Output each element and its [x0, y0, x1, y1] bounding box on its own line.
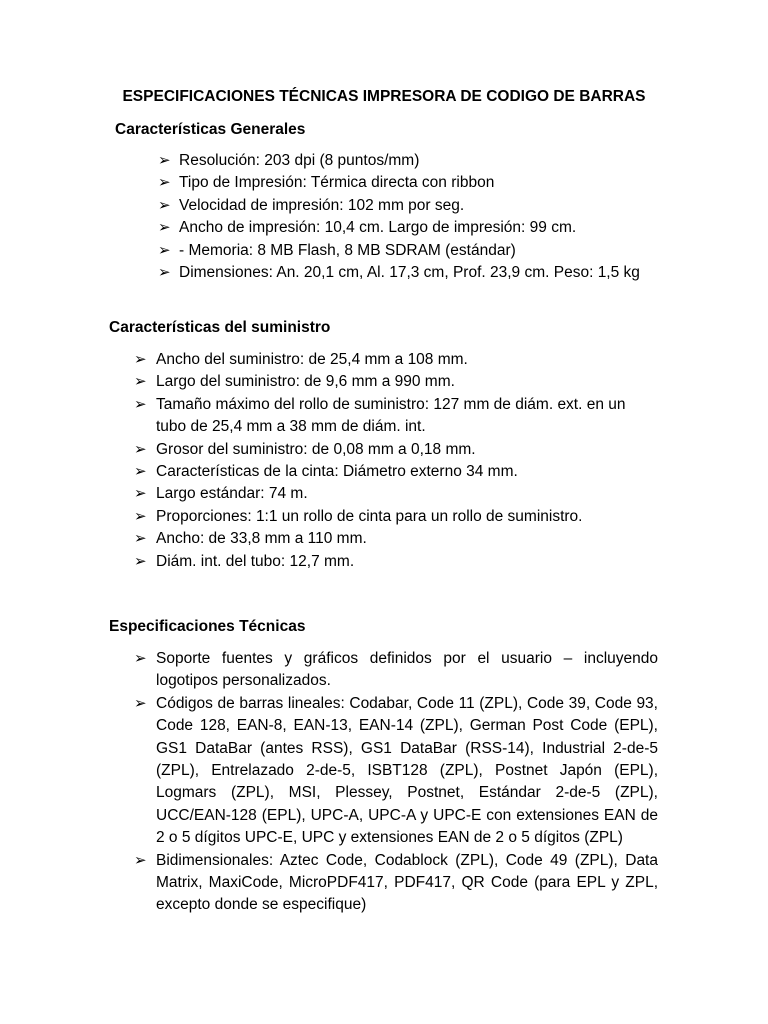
arrow-bullet-icon: ➢ — [158, 174, 171, 192]
list-caracteristicas-generales — [158, 150, 643, 284]
arrow-bullet-icon: ➢ — [158, 152, 171, 169]
list-item: ➢ Dimensiones: An. 20,1 cm, Al. 17,3 cm, Prof. 23,9 cm. Peso: 1,5 kg — [158, 262, 643, 284]
list-item: ➢ Ancho del suministro: de 25,4 mm a 108 mm. — [134, 349, 644, 371]
list-item: ➢ Largo del suministro: de 9,6 mm a 990 mm. — [134, 371, 644, 393]
section-heading-caracteristicas-suministro: Características del suministro — [109, 319, 331, 336]
list-item: ➢ Proporciones: 1:1 un rollo de cinta para un rollo de suministro. — [134, 506, 644, 528]
arrow-bullet-icon: ➢ — [158, 219, 171, 237]
arrow-bullet-icon: ➢ — [134, 463, 147, 481]
list-item: ➢ Ancho: de 33,8 mm a 110 mm. — [134, 528, 644, 550]
arrow-bullet-icon: ➢ — [134, 373, 147, 391]
section-heading-caracteristicas-generales: Características Generales — [115, 121, 306, 138]
list-item: ➢ Tipo de Impresión: Térmica directa con ribbon — [158, 172, 643, 194]
list-item: ➢ Diám. int. del tubo: 12,7 mm. — [134, 551, 644, 573]
list-item: ➢ Velocidad de impresión: 102 mm por seg. — [158, 195, 643, 217]
arrow-bullet-icon: ➢ — [158, 196, 171, 214]
list-item: ➢ Resolución: 203 dpi (8 puntos/mm) — [158, 150, 643, 172]
list-item: ➢ Soporte fuentes y gráficos definidos por el usuario – incluyendo logotipos personalizados. — [134, 650, 658, 690]
arrow-bullet-icon: ➢ — [158, 264, 171, 282]
arrow-bullet-icon: ➢ — [134, 851, 147, 869]
arrow-bullet-icon: ➢ — [158, 241, 171, 259]
arrow-bullet-icon: ➢ — [134, 351, 147, 368]
arrow-bullet-icon: ➢ — [134, 507, 147, 525]
document-title: ESPECIFICACIONES TÉCNICAS IMPRESORA DE CODIGO DE BARRAS — [122, 88, 646, 105]
list-item: ➢ Características de la cinta: Diámetro externo 34 mm. — [134, 461, 644, 483]
list-item: ➢ Grosor del suministro: de 0,08 mm a 0,18 mm. — [134, 439, 644, 461]
arrow-bullet-icon: ➢ — [134, 650, 147, 667]
list-item: ➢ Tamaño máximo del rollo de suministro: 127 mm de diám. ext. en un tubo de 25,4 mm a 38 mm de diám. int. — [134, 395, 626, 436]
arrow-bullet-icon: ➢ — [134, 395, 147, 413]
arrow-bullet-icon: ➢ — [134, 485, 147, 503]
list-especificaciones-tecnicas — [134, 648, 658, 917]
list-item: ➢ - Memoria: 8 MB Flash, 8 MB SDRAM (estándar) — [158, 240, 643, 262]
list-caracteristicas-suministro — [134, 349, 644, 573]
arrow-bullet-icon: ➢ — [134, 552, 147, 570]
list-item: ➢ Ancho de impresión: 10,4 cm. Largo de impresión: 99 cm. — [158, 217, 643, 239]
arrow-bullet-icon: ➢ — [134, 440, 147, 458]
list-item: ➢ Códigos de barras lineales: Codabar, Code 11 (ZPL), Code 39, Code 93, Code 128, EAN-8, EAN-13, EAN-14 (ZPL), German Post Code (EPL), GS1 DataBar (antes RSS), GS1 DataBar (RSS-14), Industrial 2-de-5 (ZPL), Entrelazado 2-de-5, ISBT128 (ZPL), Postnet Japón (EPL), Logmars (ZPL), MSI, Plessey, Postnet, Estándar 2-de-5 (ZPL), UCC/EAN-128 (EPL), UPC-A, UPC-A y UPC-E con extensiones EAN de 2 o 5 dígitos UPC-E, UPC y extensiones EAN de 2 o 5 dígitos (ZPL) — [134, 694, 658, 847]
arrow-bullet-icon: ➢ — [134, 694, 147, 712]
list-item: ➢ Largo estándar: 74 m. — [134, 483, 644, 505]
section-heading-especificaciones-tecnicas: Especificaciones Técnicas — [109, 618, 306, 635]
arrow-bullet-icon: ➢ — [134, 530, 147, 548]
list-item: ➢ Bidimensionales: Aztec Code, Codablock (ZPL), Code 49 (ZPL), Data Matrix, MaxiCode, MicroPDF417, PDF417, QR Code (para EPL y ZPL, excepto donde se especifique) — [134, 851, 658, 914]
